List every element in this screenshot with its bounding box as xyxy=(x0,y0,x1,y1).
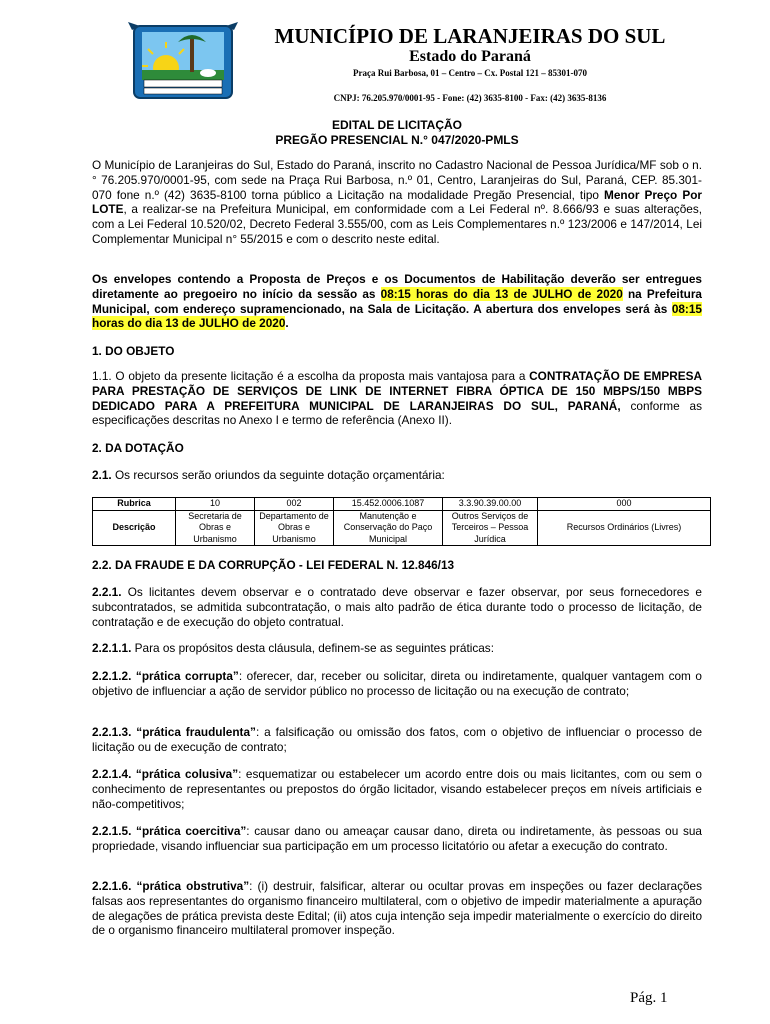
clause-text: : causar dano ou ameaçar causar dano, direta ou indiretamente, às pessoas ou sua propriedade, visando influenciar sua participação em um processo licitatório ou afetar a execução do contrato. xyxy=(92,824,702,853)
table-cell: 000 xyxy=(538,498,711,511)
clause-number: 2.2.1. xyxy=(92,585,122,599)
paragraph-2-2-1-6 xyxy=(92,879,702,938)
clause-number: 2.2.1.6. xyxy=(92,879,132,893)
table-row xyxy=(93,510,711,546)
clause-term: “prática fraudulenta” xyxy=(136,725,256,739)
address-line: Praça Rui Barbosa, 01 – Centro – Cx. Postal 121 – 85301-070 xyxy=(352,68,588,78)
envelopes-text-a: Os envelopes contendo a Proposta de Preços e os Documentos de Habilitação deverão ser entregues diretamente ao pregoeiro no início da sessão as xyxy=(92,272,702,301)
rubrica-label: Rubrica xyxy=(93,498,176,511)
state-name: Estado do Paraná xyxy=(409,48,531,65)
table-cell: Manutenção e Conservação do Paço Municipal xyxy=(334,510,443,546)
intro-paragraph xyxy=(92,158,702,247)
clause-number: 2.2.1.5. xyxy=(92,824,132,838)
municipal-crest-logo xyxy=(128,18,238,106)
clause-number: 2.2.1.1. xyxy=(92,641,132,655)
table-cell: 002 xyxy=(255,498,334,511)
clause-number: 2.2.1.2. xyxy=(92,669,132,683)
intro-text-a: O Município de Laranjeiras do Sul, Estado do Paraná, inscrito no Cadastro Nacional de Pessoa Jurídica/MF sob o n.° 76.205.970/0001-95, com sede na Praça Rui Barbosa, n.º 01, Centro, Laranjeiras do Sul, Paraná, CEP. 85.301-070 fone n.º (42) 3635-8100 torna público a Licitação na modalidade Pregão Presencial, tipo xyxy=(92,158,702,202)
clause-number: 2.2.1.3. xyxy=(92,725,132,739)
table-cell: 15.452.0006.1087 xyxy=(334,498,443,511)
paragraph-2-2-1-1 xyxy=(92,641,702,656)
sec1-bold: CONTRATAÇÃO DE EMPRESA PARA PRESTAÇÃO DE SERVIÇOS DE LINK DE INTERNET FIBRA ÓPTICA DE 150 MBPS/150 MBPS DEDICADO PARA A PREFEITURA MUNICIPAL DE LARANJEIRAS DO SUL, PARANÁ, xyxy=(92,369,702,413)
table-cell: 10 xyxy=(176,498,255,511)
paragraph-2-2-1-5 xyxy=(92,824,702,854)
clause-term: “prática coercitiva” xyxy=(136,824,247,838)
sec1-text-a: 1.1. O objeto da presente licitação é a escolha da proposta mais vantajosa para a xyxy=(92,369,530,383)
sec2-text: Os recursos serão oriundos da seguinte dotação orçamentária: xyxy=(111,468,445,482)
section-2-2-heading: 2.2. DA FRAUDE E DA CORRUPÇÃO - LEI FEDERAL N. 12.846/13 xyxy=(92,558,455,572)
budget-table xyxy=(92,497,711,546)
clause-text: : (i) destruir, falsificar, alterar ou ocultar provas em inspeções ou fazer declarações falsas aos representantes do organismo financeiro multilateral, com o objetivo de impedir materialmente a apuração de alegações de prática prevista deste Edital; (ii) atos cuja intenção seja impedir materialmente o exercício do direito de o organismo financeiro multilateral promover inspeção. xyxy=(92,879,702,938)
descricao-label: Descrição xyxy=(93,510,176,546)
clause-term: “prática colusiva” xyxy=(135,767,239,781)
clause-text: : a falsificação ou omissão dos fatos, com o objetivo de influenciar o processo de licitação ou de execução de contrato; xyxy=(92,725,702,754)
section-1-heading: 1. DO OBJETO xyxy=(92,344,175,358)
envelopes-paragraph xyxy=(92,272,702,331)
clause-number: 2.2.1.4. xyxy=(92,767,132,781)
clause-text: : oferecer, dar, receber ou solicitar, direta ou indiretamente, qualquer vantagem com o objetivo de influenciar a ação de servidor público no processo de licitação ou na execução de contrato; xyxy=(92,669,702,698)
page-number: Pág. 1 xyxy=(630,990,668,1006)
section-2-1-paragraph xyxy=(92,468,702,483)
paragraph-2-2-1-2 xyxy=(92,669,702,699)
table-cell: Recursos Ordinários (Livres) xyxy=(538,510,711,546)
table-cell: Secretaria de Obras e Urbanismo xyxy=(176,510,255,546)
cnpj-contact-line: CNPJ: 76.205.970/0001-95 - Fone: (42) 3635-8100 - Fax: (42) 3635-8136 xyxy=(333,93,607,103)
paragraph-2-2-1 xyxy=(92,585,702,629)
envelopes-text-b: na Prefeitura Municipal, com endereço supramencionado, na Sala de Licitação. A abertura dos envelopes será às xyxy=(92,286,702,316)
envelopes-text-c: . xyxy=(285,316,289,331)
clause-term: “prática corrupta” xyxy=(135,669,239,683)
highlight-date-2: 08:15 horas do dia 13 de JULHO de 2020 xyxy=(92,301,702,331)
sec1-text-b: conforme as especificações descritas no Anexo I e termo de referência (Anexo II). xyxy=(92,398,702,428)
document-title xyxy=(92,118,702,148)
clause-term: “prática obstrutiva” xyxy=(136,879,250,893)
table-row xyxy=(93,498,711,511)
municipality-title: MUNICÍPIO DE LARANJEIRAS DO SUL xyxy=(274,24,666,48)
clause-text: Para os propósitos desta cláusula, definem-se as seguintes práticas: xyxy=(131,641,494,655)
clause-text: : esquematizar ou estabelecer um acordo entre dois ou mais licitantes, com ou sem o conhecimento de representantes ou prepostos do órgão licitador, visando estabelecer preços em níveis artificiais e não-competitivos; xyxy=(92,767,702,811)
paragraph-2-2-1-4 xyxy=(92,767,702,811)
section-1-paragraph xyxy=(92,369,702,428)
intro-bold: Menor Preço Por LOTE xyxy=(92,187,702,217)
table-cell: Departamento de Obras e Urbanismo xyxy=(255,510,334,546)
pregao-number: PREGÃO PRESENCIAL N.° 047/2020-PMLS xyxy=(275,133,519,147)
edital-title: EDITAL DE LICITAÇÃO xyxy=(332,118,462,132)
table-cell: 3.3.90.39.00.00 xyxy=(443,498,538,511)
table-cell: Outros Serviços de Terceiros – Pessoa Jurídica xyxy=(443,510,538,546)
clause-text: Os licitantes devem observar e o contratado deve observar e fazer observar, por seus fornecedores e subcontratados, se admitida subcontratação, o mais alto padrão de ética durante todo o processo de licitação, de contratação e de execução do objeto contratual. xyxy=(92,585,702,629)
sec2-num: 2.1. xyxy=(92,468,112,482)
paragraph-2-2-1-3 xyxy=(92,725,702,755)
highlight-date-1: 08:15 horas do dia 13 de JULHO de 2020 xyxy=(380,286,623,301)
intro-text-b: , a realizar-se na Prefeitura Municipal, em conformidade com a Lei Federal nº. 8.666/93 e suas alterações, com a Lei Federal 10.520/02, Decreto Federal 3.555/00, com as Leis Complementares n.º 123/2006 e 147/2014, Lei Complementar Municipal n° 55/2015 e com o descrito neste edital. xyxy=(92,202,702,246)
section-2-heading: 2. DA DOTAÇÃO xyxy=(92,441,184,455)
